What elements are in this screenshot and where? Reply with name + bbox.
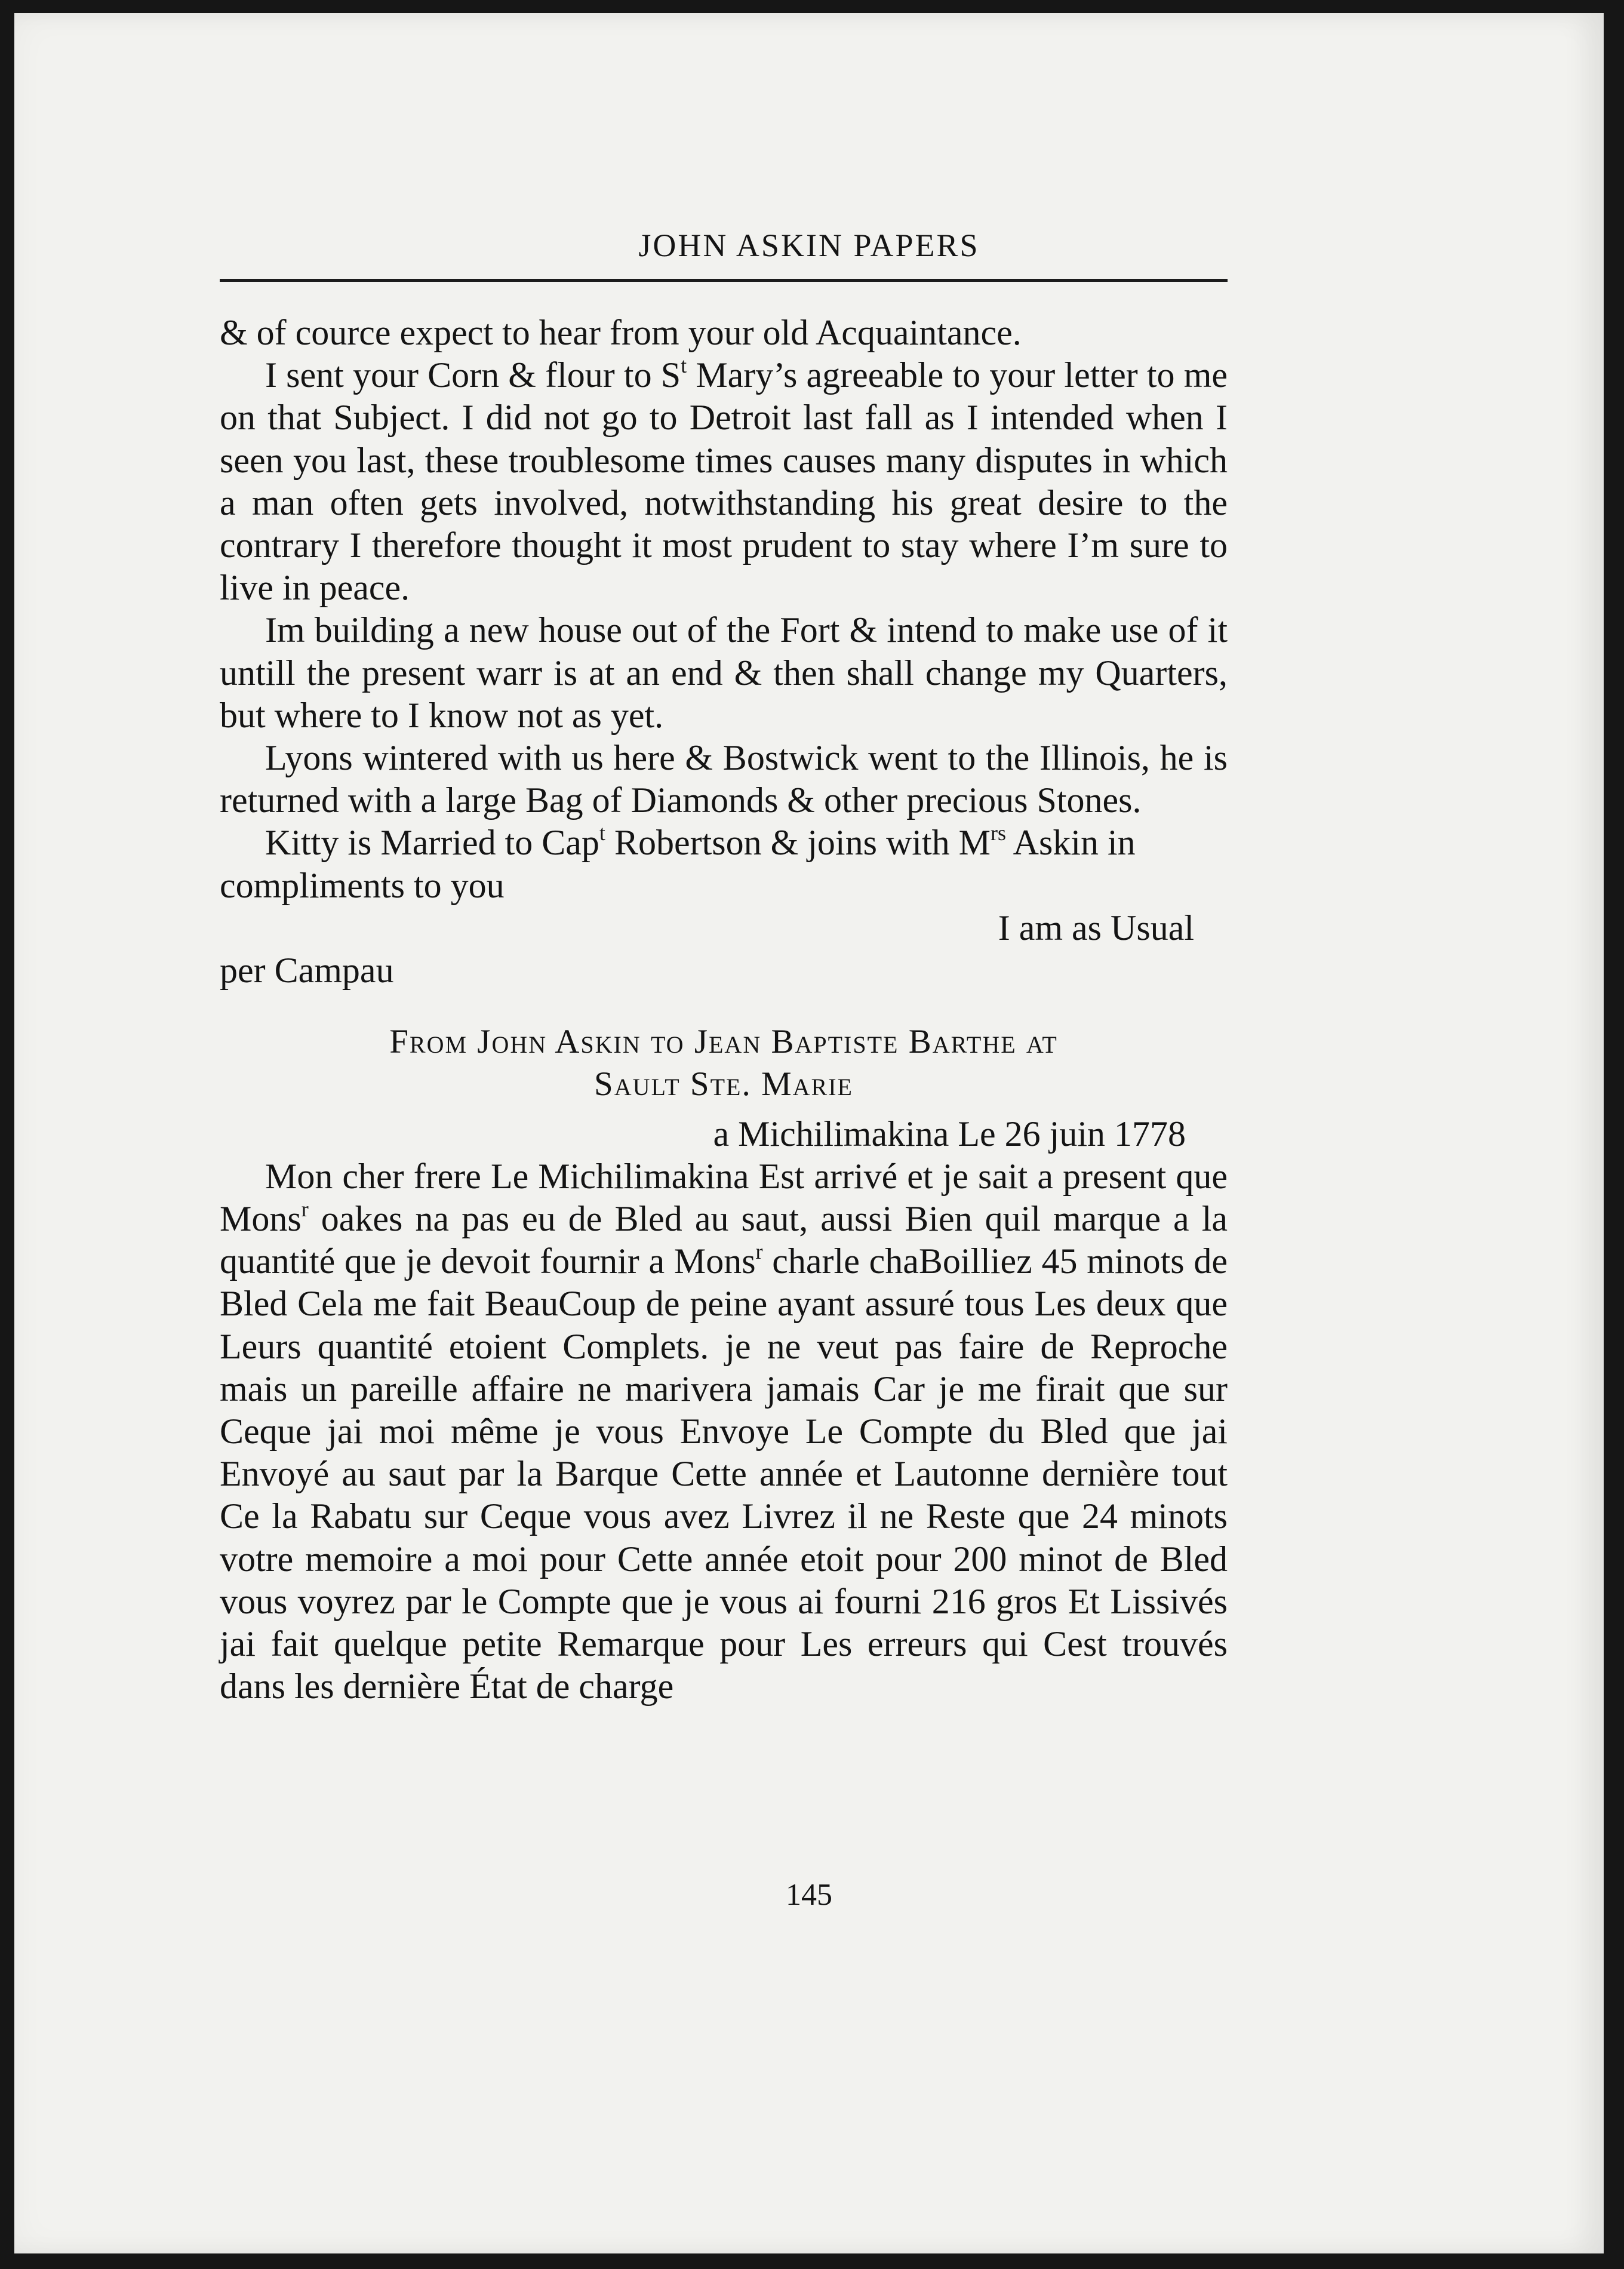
carrier-line: per Campau bbox=[220, 951, 394, 991]
superscript: t bbox=[599, 821, 605, 846]
letter-heading-line-2: Sault Ste. Marie bbox=[594, 1065, 853, 1103]
paragraph-text: Mary’s agreeable to your letter to me on that Subject. I did not go to Detroit last fall as I intended when I seen you last, these troublesome times causes many disputes in which a man often gets involved, notwithstanding his great desire to the contrary I therefore thought it most prudent to stay where I’m sure to live in peace. bbox=[220, 355, 1228, 608]
paragraph-text: oakes na pas eu de Bled au saut, aussi Bien quil marque a la quantité que je devoit fournir a Mons bbox=[220, 1199, 1228, 1281]
book-page bbox=[14, 13, 1604, 2253]
paragraph-new-house: Im building a new house out of the Fort & intend to make use of it untill the present warr is at an end & then shall change my Quarters, but where to I know not as yet. bbox=[220, 610, 1228, 735]
superscript: rs bbox=[990, 821, 1006, 846]
header-rule bbox=[220, 279, 1228, 282]
page-body bbox=[220, 312, 1228, 1708]
paragraph-continuation: & of cource expect to hear from your old Acquaintance. bbox=[220, 313, 1022, 352]
running-header: JOHN ASKIN PAPERS bbox=[638, 227, 980, 263]
paragraph-corn-flour bbox=[220, 354, 1228, 609]
closing-line: I am as Usual bbox=[998, 908, 1194, 948]
paragraph-kitty bbox=[220, 822, 1228, 906]
superscript: r bbox=[301, 1197, 309, 1222]
paragraph-french-letter bbox=[220, 1155, 1228, 1708]
letter-heading-line-1: From John Askin to Jean Baptiste Barthe at bbox=[389, 1023, 1058, 1061]
superscript: t bbox=[681, 353, 687, 378]
paragraph-lyons: Lyons wintered with us here & Bostwick went to the Illinois, he is returned with a large Bag of Diamonds & other precious Stones. bbox=[220, 738, 1228, 820]
paragraph-text: I sent your Corn & flour to S bbox=[265, 355, 681, 395]
paragraph-text: Kitty is Married to Cap bbox=[265, 823, 599, 863]
dateline: a Michilimakina Le 26 juin 1778 bbox=[713, 1114, 1186, 1154]
paragraph-text: Askin in compliments to you bbox=[220, 823, 1136, 905]
superscript: r bbox=[755, 1240, 763, 1264]
paragraph-text: Robertson & joins with M bbox=[605, 823, 991, 863]
page-number: 145 bbox=[786, 1878, 832, 1912]
paragraph-text: Mon cher frere Le Michilimakina Est arrivé et je sait a present que Mons bbox=[220, 1156, 1228, 1239]
paragraph-text: charle chaBoilliez 45 minots de Bled Cela me fait BeauCoup de peine ayant assuré tous Les deux que Leurs quantité etoient Complets. je ne veut pas faire de Reproche mais un pareille affaire ne marivera jamais Car je me firait que sur Ceque jai moi même je vous Envoye Le Compte du Bled que jai Envoyé au saut par la Barque Cette année et Lautonne dernière tout Ce la Rabatu sur Ceque vous avez Livrez il ne Reste que 24 minots votre memoire a moi pour Cette année etoit pour 200 minot de Bled vous voyrez par le Compte que je vous ai fourni 216 gros Et Lissivés jai fait quelque petite Remarque pour Les erreurs qui Cest trouvés dans les dernière État de charge bbox=[220, 1241, 1228, 1707]
